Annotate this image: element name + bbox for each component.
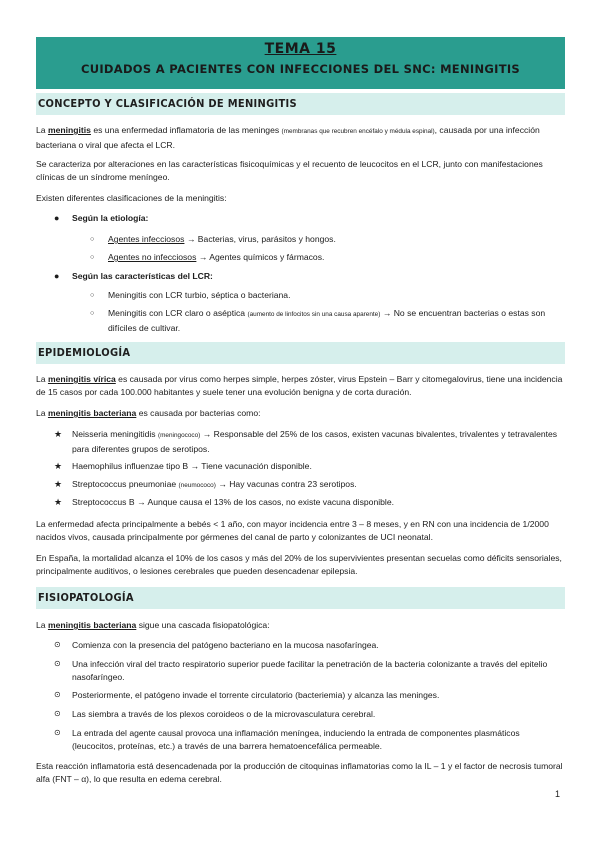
paragraph: Esta reacción inflamatoria está desencadenada por la producción de citoquinas inflamatorias como la IL – 1 y el factor de necrosis tumoral alfa (FNT – α), lo que resulta en edema cerebral.: [36, 761, 563, 784]
paragraph: La meningitis vírica es causada por virus como herpes simple, herpes zóster, virus Epstein – Barr y citomegalovirus, tiene una incidencia de 15 casos por cada 100.000 habitantes y suele tener una evolución benigna y de corta duración.: [36, 374, 563, 397]
star-icon: ★: [54, 461, 63, 471]
paragraph: Se caracteriza por alteraciones en las características fisicoquímicas y el recuento de leucocitos en el LCR, junto con manifestaciones clínicas de un síndrome meníngeo.: [36, 159, 543, 182]
list-item: Meningitis con LCR turbio, séptica o bacteriana.: [108, 290, 291, 300]
list-item: Streptococcus B → Aunque causa el 13% de los casos, no existe vacuna disponible.: [72, 497, 394, 507]
title-banner: [36, 37, 565, 89]
filled-circle-icon: ●: [54, 271, 60, 281]
circled-dot-icon: ⊙: [54, 659, 61, 668]
hollow-circle-icon: ○: [90, 254, 95, 261]
list-item: Comienza con la presencia del patógeno bacteriano en la mucosa nasofaríngea.: [72, 640, 379, 650]
paragraph: Existen diferentes clasificaciones de la meningitis:: [36, 193, 227, 203]
document-title: TEMA 15: [264, 41, 337, 57]
paragraph: En España, la mortalidad alcanza el 10% de los casos y más del 20% de los supervivientes presentan secuelas como déficits sensoriales, principalmente auditivos, o lesiones cerebrales que pueden desencadenar epilepsia.: [36, 553, 562, 576]
hollow-circle-icon: ○: [90, 292, 95, 299]
list-item: Las siembra a través de los plexos coroideos o de la microvasculatura cerebral.: [72, 709, 376, 719]
section-heading-fisiopatologia: [36, 587, 565, 609]
filled-circle-icon: ●: [54, 213, 60, 223]
star-icon: ★: [54, 479, 63, 489]
circled-dot-icon: ⊙: [54, 640, 61, 649]
list-item: Streptococcus pneumoniae (neumococo) → Hay vacunas contra 23 serotipos.: [72, 479, 357, 489]
page-number: 1: [555, 789, 561, 799]
hollow-circle-icon: ○: [90, 236, 95, 243]
section-heading-text: EPIDEMIOLOGÍA: [38, 346, 131, 359]
circled-dot-icon: ⊙: [54, 728, 61, 737]
list-item: Una infección viral del tracto respiratorio superior puede facilitar la penetración de la bacteria colonizante a través del epitelio nasofaríngeo.: [72, 659, 548, 682]
hollow-circle-icon: ○: [90, 310, 95, 317]
list-item: Haemophilus influenzae tipo B → Tiene vacunación disponible.: [72, 461, 312, 471]
section-heading-epidemiologia: [36, 342, 565, 364]
list-item: Neisseria meningitidis (meningococo) → Responsable del 25% de los casos, existen vacunas bivalentes, trivalentes y tetravalentes para diferentes grupos de serotipos.: [72, 429, 558, 454]
list-item: Según la etiología:: [72, 213, 149, 223]
list-item: Agentes no infecciosos → Agentes químicos y fármacos.: [108, 252, 325, 262]
star-icon: ★: [54, 497, 63, 507]
list-item: Según las características del LCR:: [72, 271, 213, 281]
paragraph: La meningitis bacteriana sigue una cascada fisiopatológica:: [36, 620, 270, 630]
circled-dot-icon: ⊙: [54, 709, 61, 718]
paragraph: La enfermedad afecta principalmente a bebés < 1 año, con mayor incidencia entre 3 – 8 meses, y en RN con una incidencia de 1/2000 nacidos vivos, causada principalmente por gérmenes del canal de parto y colonizantes de UCI neonatal.: [36, 519, 549, 542]
document-subtitle: CUIDADOS A PACIENTES CON INFECCIONES DEL SNC: MENINGITIS: [80, 62, 521, 76]
list-item: Agentes infecciosos → Bacterias, virus, parásitos y hongos.: [108, 234, 336, 244]
list-item: La entrada del agente causal provoca una inflamación meníngea, induciendo la entrada de componentes plasmáticos (leucocitos, proteínas, etc.) a través de una barrera hematoencefálica permeable.: [72, 728, 520, 751]
circled-dot-icon: ⊙: [54, 690, 61, 699]
list-item: Meningitis con LCR claro o aséptica (aumento de linfocitos sin una causa aparente) → No se encuentran bacterias o estas son difíciles de cultivar.: [108, 308, 546, 333]
star-icon: ★: [54, 429, 63, 439]
section-heading-concepto: [36, 93, 565, 115]
paragraph: La meningitis bacteriana es causada por bacterias como:: [36, 408, 261, 418]
section-heading-text: CONCEPTO Y CLASIFICACIÓN DE MENINGITIS: [38, 97, 297, 110]
list-item: Posteriormente, el patógeno invade el torrente circulatorio (bacteriemia) y alcanza las meninges.: [72, 690, 440, 700]
paragraph: La meningitis es una enfermedad inflamatoria de las meninges (membranas que recubren encéfalo y médula espinal), causada por una infección bacteriana o viral que afecta el LCR.: [36, 125, 540, 150]
section-heading-text: FISIOPATOLOGÍA: [38, 591, 134, 604]
